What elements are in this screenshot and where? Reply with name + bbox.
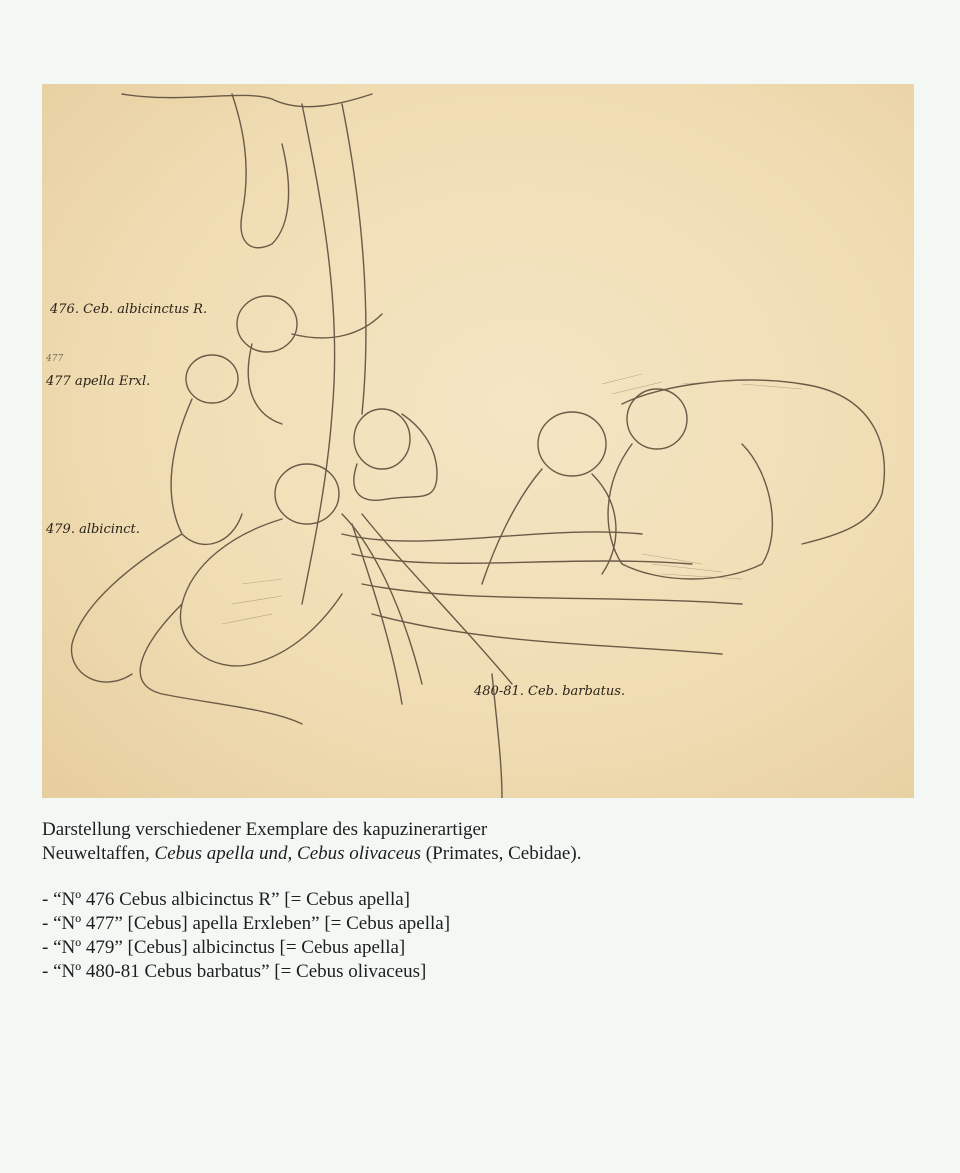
caption-suffix: (Primates, Cebidae). <box>421 843 582 864</box>
caption-prefix: Neuweltaffen, <box>42 843 155 864</box>
sketch-plate <box>42 84 914 798</box>
list-item: - “Nº 476 Cebus albicinctus R” [= Cebus apella] <box>42 889 411 910</box>
specimen-list <box>42 888 922 984</box>
list-item: - “Nº 477” [Cebus] apella Erxleben” [= Cebus apella] <box>42 913 451 934</box>
label-479: 479. albicinct. <box>46 522 140 537</box>
label-477: 477 apella Erxl. <box>46 374 151 389</box>
caption-line-2 <box>42 842 922 866</box>
list-item: - “Nº 479” [Cebus] albicinctus [= Cebus apella] <box>42 937 406 958</box>
list-item: - “Nº 480-81 Cebus barbatus” [= Cebus olivaceus] <box>42 961 427 982</box>
caption-species: Cebus apella und, Cebus olivaceus <box>154 843 422 864</box>
label-476: 476. Ceb. albicinctus R. <box>50 302 208 317</box>
label-480-81: 480-81. Ceb. barbatus. <box>474 684 625 699</box>
figure-caption <box>42 818 922 984</box>
caption-line-1: Darstellung verschiedener Exemplare des kapuzinerartiger <box>42 819 488 840</box>
label-477-small: 477 <box>46 354 64 364</box>
